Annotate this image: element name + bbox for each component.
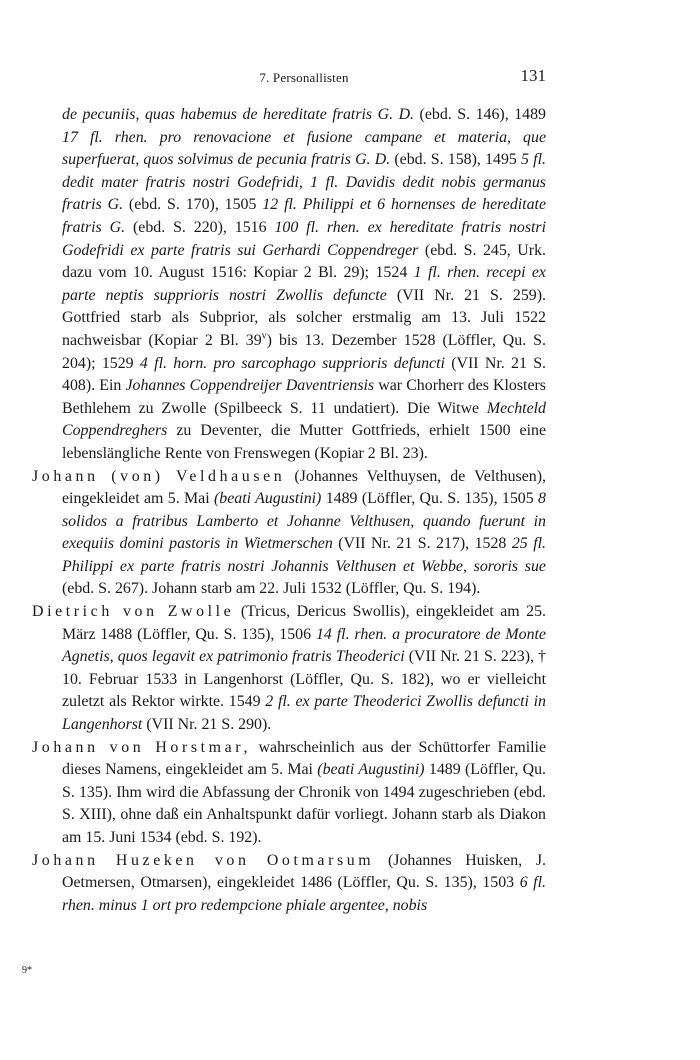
latin-quote: 25 fl. Philippi ex parte fratris nostri Johannis Velthusen et Webbe, sororis sue [62, 535, 547, 575]
paragraph-text [32, 737, 546, 850]
text-run: (ebd. S. 146), 1489 [414, 106, 546, 123]
entry-name: Dietrich von Zwolle [32, 603, 235, 621]
latin-quote: 4 fl. horn. pro sarcophago supprioris defuncti [139, 354, 445, 372]
latin-quote: 14 fl. rhen. a procuratore de Monte Agnetis, quos legavit ex patrimonio fratris Theoderici [62, 625, 546, 666]
text-run: (ebd. S. 245, Urk. dazu vom 10. August 1516: Kopiar 2 Bl. 29); 1524 [62, 241, 546, 282]
text-run: (Johannes Velthuysen, de Velthusen), eingekleidet am 5. Mai [62, 467, 546, 508]
body-text [32, 104, 547, 917]
section-title: 7. Personallisten [259, 70, 349, 85]
printer-signature: 9* [22, 965, 32, 976]
text-run: 1489 (Löffler, Qu. S. 135). Ihm wird die Abfassung der Chronik von 1494 zugeschrieben (ebd. S. XIII), ohne daß ein Anhaltspunkt dafür vorliegt. Johann starb als Diakon am 15. Juni 1534 (ebd. S. 192). [62, 761, 546, 846]
entry-paragraph [32, 850, 547, 918]
latin-quote: 8 solidos a fratribus Lamberto et Johanne Velthusen, quando fuerunt in exequiis domini pastoris in Wietmerschen [62, 490, 546, 553]
latin-quote: 1 fl. rhen. recepi ex parte neptis supprioris nostri Zwollis defuncte [62, 264, 546, 304]
latin-quote: 12 fl. Philippi et 6 hornenses de hereditate fratris G. [62, 196, 547, 236]
paragraph-text [32, 850, 546, 918]
text-run: (VII Nr. 21 S. 259). Gottfried starb als Subprior, als solcher erstmalig am 13. Juli 1522 nachweisbar (Kopiar 2 Bl. 39 [62, 286, 546, 349]
text-run: (VII Nr. 21 S. 217), 1528 [332, 535, 512, 553]
text-run: (Johannes Huisken, J. Oetmersen, Otmarsen), eingekleidet 1486 (Löffler, Qu. S. 135), 1503 [62, 851, 547, 892]
paragraph-text [62, 104, 546, 466]
entry-name: Johann Huzeken von Ootmarsum [32, 851, 375, 869]
paragraph-text [32, 466, 546, 602]
continuation-paragraph [62, 104, 546, 466]
running-head [62, 66, 546, 92]
text-run: war Chorherr des Klosters Bethlehem zu Zwolle (Spilbeeck S. 11 undatiert). Die Witwe [62, 377, 546, 417]
entry-paragraph [32, 601, 547, 737]
latin-quote: 6 fl. rhen. minus 1 ort pro redempcione phiale argentee, nobis [62, 874, 546, 914]
paragraph-text [32, 601, 546, 737]
text-run: (ebd. S. 267). Johann starb am 22. Juli 1532 (Löffler, Qu. S. 194). [62, 580, 481, 598]
text-run: (VII Nr. 21 S. 290). [142, 716, 272, 734]
latin-quote: (beati Augustini) [214, 490, 322, 508]
text-run: zu Deventer, die Mutter Gottfrieds, erhielt 1500 eine lebenslängliche Rente von Frenswegen (Kopiar 2 Bl. 23). [62, 422, 546, 462]
text-run: ) bis 13. Dezember 1528 (Löffler, Qu. S. 204); 1529 [62, 331, 546, 372]
entry-name: Johann von Horstmar, [32, 738, 252, 756]
text-run: v [261, 330, 267, 342]
text-run: 1489 (Löffler, Qu. S. 135), 1505 [321, 490, 539, 508]
latin-quote: (beati Augustini) [317, 761, 425, 779]
text-run: wahrscheinlich aus der Schüttorfer Familie dieses Namens, eingekleidet am 5. Mai [62, 738, 546, 779]
text-run: (Tricus, Dericus Swollis), eingekleidet am 25. März 1488 (Löffler, Qu. S. 135), 1506 [62, 603, 547, 643]
text-run: (VII Nr. 21 S. 408). Ein [62, 354, 546, 395]
text-run: (ebd. S. 158), 1495 [390, 151, 522, 169]
text-run: (ebd. S. 220), 1516 [125, 218, 275, 236]
latin-quote: Johannes Coppendreijer Daventriensis [125, 377, 375, 395]
entry-name: Johann (von) Veldhausen [32, 467, 286, 485]
latin-quote: Mechteld Coppendreghers [62, 399, 546, 440]
latin-quote: de pecuniis, quas habemus de hereditate fratris G. D. [62, 106, 415, 123]
text-run: (VII Nr. 21 S. 223), † 10. Februar 1533 in Langenhorst (Löffler, Qu. S. 182), wo er vielleicht zuletzt als Rektor wirkte. 1549 [62, 648, 547, 711]
latin-quote: 2 fl. ex parte Theoderici Zwollis defuncti in Langenhorst [62, 693, 546, 734]
latin-quote: 100 fl. rhen. ex hereditate fratris nostri Godefridi ex parte fratris sui Gerhardi Coppendreger [62, 218, 547, 259]
latin-quote: 5 fl. dedit mater fratris nostri Godefridi, 1 fl. Davidis dedit nobis germanus fratris G. [62, 151, 546, 214]
latin-quote: 17 fl. rhen. pro renovacione et fusione campane et materia, que superfuerat, quos solvimus de pecunia fratris G. D. [62, 128, 546, 169]
page-number: 131 [520, 66, 546, 85]
entry-paragraph [32, 737, 546, 850]
entry-paragraph [32, 466, 547, 602]
text-run: (ebd. S. 170), 1505 [123, 196, 263, 214]
